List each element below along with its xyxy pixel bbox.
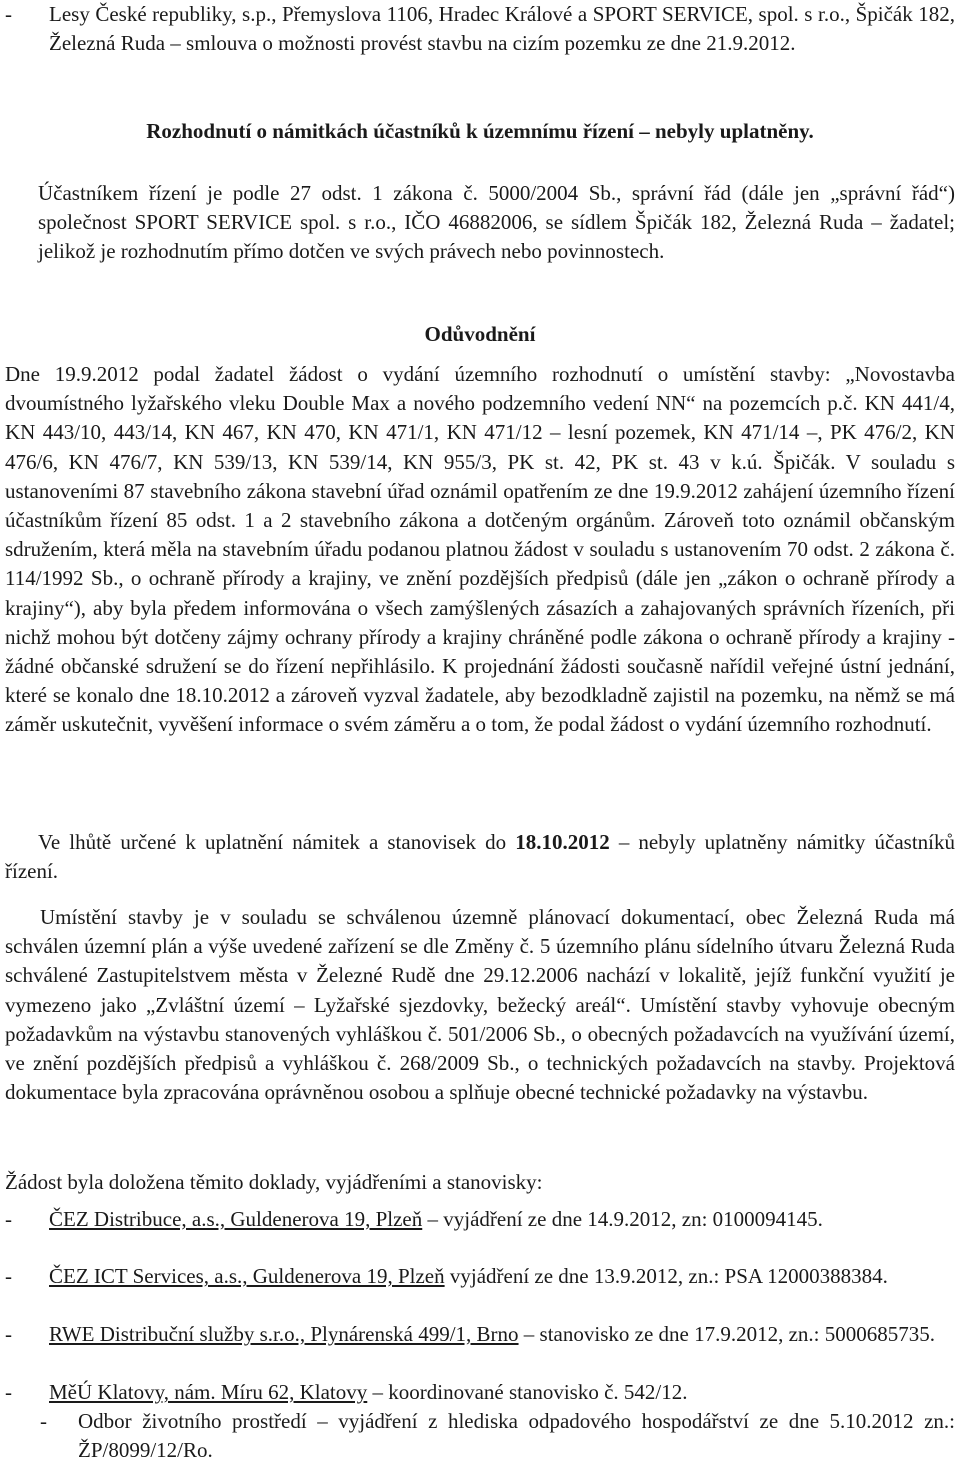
document-detail: – stanovisko ze dne 17.9.2012, zn.: 5000685735. — [518, 1322, 935, 1346]
list-item-text: Lesy České republiky, s.p., Přemyslova 1106, Hradec Králové a SPORT SERVICE, spol. s r.o., Špičák 182, Železná Ruda – smlouva o možnosti provést stavbu na cizím pozemku ze dne 21.9.2012. — [49, 2, 955, 56]
document-item-cez-distribuce — [5, 1205, 955, 1234]
deadline-text-before: Ve lhůtě určené k uplatnění námitek a stanovisek do — [38, 830, 516, 854]
deadline-text-after: – nebyly uplatněny námitky účastníků řízení. — [5, 830, 955, 884]
document-org: ČEZ Distribuce, a.s., Guldenerova 19, Plzeň — [49, 1207, 423, 1231]
document-detail: – koordinované stanovisko č. 542/12. — [367, 1380, 688, 1404]
list-dash: - — [5, 1322, 12, 1346]
document-org: MěÚ Klatovy, nám. Míru 62, Klatovy — [49, 1380, 368, 1404]
list-dash: - — [5, 2, 12, 26]
list-item-forest-contract — [5, 0, 955, 58]
reasoning-paragraph: Dne 19.9.2012 podal žadatel žádost o vydání územního rozhodnutí o umístění stavby: „Novostavba dvoumístného lyžařského vleku Double Max a nového podzemního vedení NN“ na pozemcích p.č. KN 441/4, KN 443/10, 443/14, KN 467, KN 470, KN 471/1, KN 471/12 – lesní pozemek, KN 471/14 –, PK 476/2, KN 476/6, KN 476/7, KN 539/13, KN 539/14, KN 955/3, PK st. 42, PK st. 43 v k.ú. Špičák. V souladu s ustanoveními 87 stavebního zákona stavební úřad oznámil opatřením ze dne 19.9.2012 zahájení územního řízení účastníkům řízení 85 odst. 1 a 2 stavebního zákona a dotčeným orgánům. Zároveň toto oznámil občanským sdružením, která měla na stavebním úřadu podanou platnou žádost v souladu s ustanovením 70 odst. 2 zákona č. 114/1992 Sb., o ochraně přírody a krajiny, ve znění pozdějších předpisů (dále jen „zákon o ochraně přírody a krajiny“), aby byla předem informována o všech zamýšlených zásazích a zahajovaných správních řízeních, při nichž mohou být dotčeny zájmy ochrany přírody a krajiny chráněné podle zákona o ochraně přírody a krajiny - žádné občanské sdružení se do řízení nepřihlásilo. K projednání žádosti současně nařídil veřejné ústní jednání, které se konalo dne 18.10.2012 a zároveň vyzval žadatele, aby bezodkladně zajistil na pozemku, na němž se má záměr uskutečnit, vyvěšení informace o svém záměru a o tom, že podal žádost o vydání územního rozhodnutí. — [5, 362, 955, 737]
document-org: ČEZ ICT Services, a.s., Guldenerova 19, Plzeň — [49, 1264, 445, 1288]
documents-intro: Žádost byla doložena těmito doklady, vyjádřeními a stanovisky: — [5, 1170, 543, 1194]
list-dash: - — [5, 1207, 12, 1231]
document-item-rwe — [5, 1320, 955, 1349]
heading-objections: Rozhodnutí o námitkách účastníků k územnímu řízení – nebyly uplatněny. — [146, 119, 814, 143]
deadline-date: 18.10.2012 — [515, 830, 610, 854]
list-dash: - — [5, 1264, 12, 1288]
document-item-meu-klatovy — [5, 1378, 955, 1407]
deadline-paragraph — [5, 828, 955, 886]
sub-item-text: Odbor životního prostředí – vyjádření z hlediska odpadového hospodářství ze dne 5.10.2012 zn.: ŽP/8099/12/Ro. — [78, 1409, 955, 1463]
heading-reasoning: Odůvodnění — [424, 322, 536, 346]
participant-text: Účastníkem řízení je podle 27 odst. 1 zákona č. 5000/2004 Sb., správní řád (dále jen „správní řád“) společnost SPORT SERVICE spol. s r.o., IČO 46882006, se sídlem Špičák 182, Železná Ruda – žadatel; jelikož je rozhodnutím přímo dotčen ve svých právech nebo povinnostech. — [38, 181, 955, 264]
sub-item-environment-dept — [40, 1407, 955, 1465]
document-detail: – vyjádření ze dne 14.9.2012, zn: 0100094145. — [422, 1207, 823, 1231]
document-detail: vyjádření ze dne 13.9.2012, zn.: PSA 12000388384. — [444, 1264, 888, 1288]
list-dash: - — [5, 1380, 12, 1404]
document-item-cez-ict — [5, 1262, 955, 1291]
placement-paragraph: Umístění stavby je v souladu se schválenou územně plánovací dokumentací, obec Železná Ruda má schválen územní plán a výše uvedené zařízení se dle Změny č. 5 územního plánu sídelního útvaru Železná Ruda schválené Zastupitelstvem města v Železné Rudě dne 29.12.2006 nachází v lokalitě, jejíž funkční využití je vymezeno jako „Zvláštní území – Lyžařské sjezdovky, bežecký areál“. Umístění stavby vyhovuje obecným požadavkům na výstavbu stanovených vyhláškou č. 501/2006 Sb., o obecných požadavcích na využívání území, ve znění pozdějších předpisů a vyhláškou č. 268/2009 Sb., o technických požadavcích na stavby. Projektová dokumentace byla zpracována oprávněnou osobou a splňuje obecné technické požadavky na výstavbu. — [5, 905, 955, 1105]
list-dash: - — [40, 1409, 47, 1433]
participant-paragraph — [5, 179, 955, 267]
document-org: RWE Distribuční služby s.r.o., Plynárenská 499/1, Brno — [49, 1322, 519, 1346]
